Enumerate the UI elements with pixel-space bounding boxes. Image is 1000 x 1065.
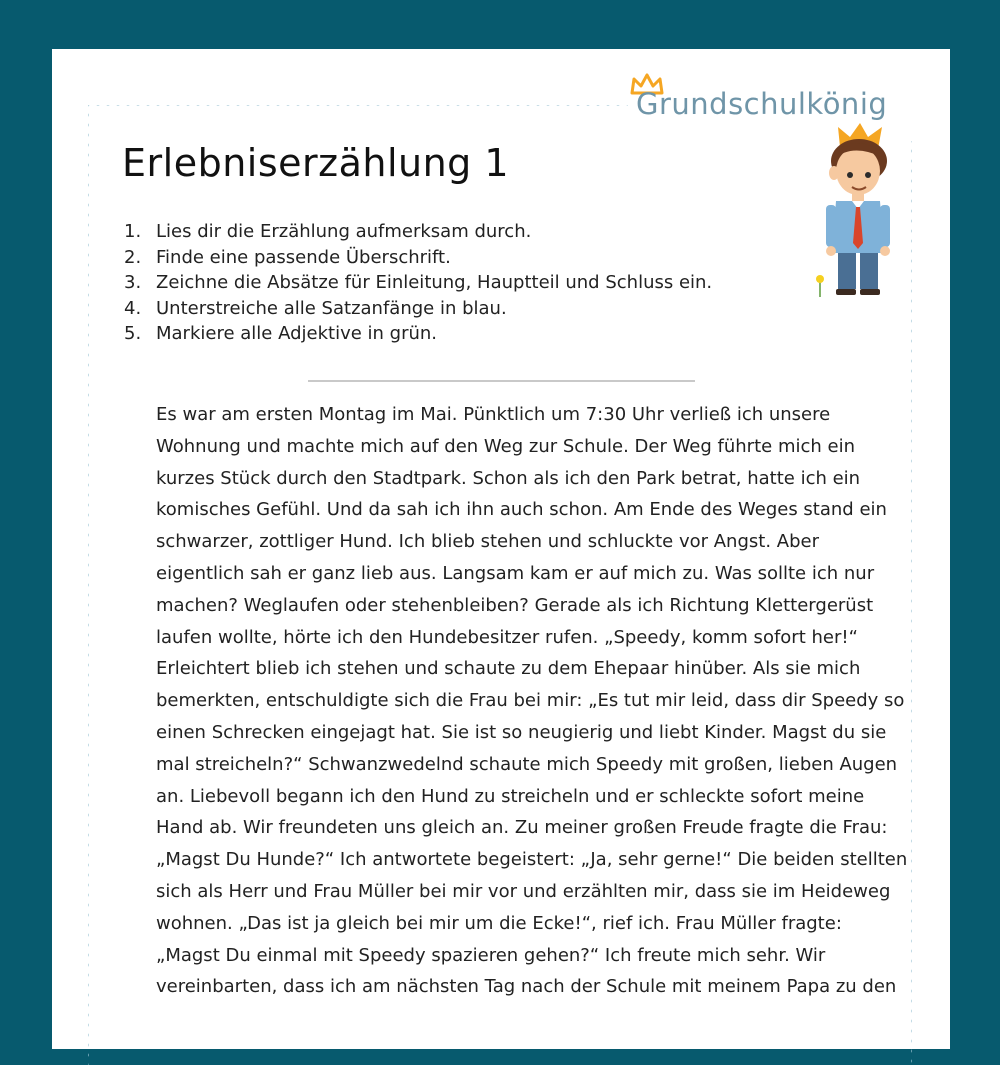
story-line: „Magst Du einmal mit Speedy spazieren gehen?“ Ich freute mich sehr. Wir — [156, 944, 826, 966]
task-number: 5. — [124, 323, 142, 344]
story-line: mal streicheln?“ Schwanzwedelnd schaute mich Speedy mit großen, lieben Augen — [156, 753, 898, 775]
story-line: machen? Weglaufen oder stehenbleiben? Gerade als ich Richtung Klettergerüst — [156, 594, 874, 616]
story-line: „Magst Du Hunde?“ Ich antwortete begeistert: „Ja, sehr gerne!“ Die beiden stellten — [156, 849, 908, 871]
story-line: an. Liebevoll begann ich den Hund zu streicheln und er schleckte sofort meine — [156, 785, 865, 807]
task-number: 3. — [124, 272, 142, 293]
worksheet-title: Erlebniserzählung 1 — [122, 141, 510, 185]
story-line: bemerkten, entschuldigte sich die Frau bei mir: „Es tut mir leid, dass dir Speedy so — [156, 690, 905, 712]
story-line: Erleichtert blieb ich stehen und schaute zu dem Ehepaar hinüber. Als sie mich — [156, 658, 861, 680]
task-item — [124, 245, 712, 271]
task-item — [124, 270, 712, 296]
story-line: wohnen. „Das ist ja gleich bei mir um die Ecke!“, rief ich. Frau Müller fragte: — [156, 912, 842, 934]
story-line: schwarzer, zottliger Hund. Ich blieb stehen und schluckte vor Angst. Aber — [156, 531, 819, 553]
task-item — [124, 296, 712, 322]
task-number: 1. — [124, 221, 142, 242]
story-line: Es war am ersten Montag im Mai. Pünktlich um 7:30 Uhr verließ ich unsere — [156, 404, 831, 425]
story-line: Hand ab. Wir freundeten uns gleich an. Zu meiner großen Freude fragte die Frau: — [156, 817, 888, 839]
story-line: einen Schrecken eingejagt hat. Sie ist so neugierig und liebt Kinder. Magst du sie — [156, 721, 887, 743]
task-text: Unterstreiche alle Satzanfänge in blau. — [156, 297, 507, 319]
task-item — [124, 219, 712, 245]
story-line: eigentlich sah er ganz lieb aus. Langsam kam er auf mich zu. Was sollte ich nur — [156, 562, 875, 584]
heading-write-line — [308, 380, 695, 382]
worksheet-page — [52, 49, 950, 1049]
story-line: komisches Gefühl. Und da sah ich ihn auch schon. Am Ende des Weges stand ein — [156, 499, 887, 521]
story-line: laufen wollte, hörte ich den Hundebesitzer rufen. „Speedy, komm sofort her!“ — [156, 626, 858, 648]
task-text: Finde eine passende Überschrift. — [156, 246, 451, 268]
logo-text: Grundschulkönig — [636, 87, 888, 121]
story-line: Wohnung und machte mich auf den Weg zur Schule. Der Weg führte mich ein — [156, 435, 855, 457]
task-item — [124, 321, 712, 347]
story-text — [156, 399, 908, 1003]
story-line: vereinbarten, dass ich am nächsten Tag nach der Schule mit meinem Papa zu den — [156, 976, 897, 998]
task-text: Lies dir die Erzählung aufmerksam durch. — [156, 221, 532, 242]
story-line: sich als Herr und Frau Müller bei mir vor und erzählten mir, dass sie im Heideweg — [156, 880, 891, 902]
task-text: Markiere alle Adjektive in grün. — [156, 323, 438, 344]
task-list — [124, 219, 712, 347]
task-number: 4. — [124, 297, 142, 319]
boy-with-crown-illustration — [812, 121, 902, 301]
task-number: 2. — [124, 246, 142, 268]
story-line: kurzes Stück durch den Stadtpark. Schon als ich den Park betrat, hatte ich ein — [156, 467, 861, 489]
task-text: Zeichne die Absätze für Einleitung, Hauptteil und Schluss ein. — [156, 272, 713, 293]
